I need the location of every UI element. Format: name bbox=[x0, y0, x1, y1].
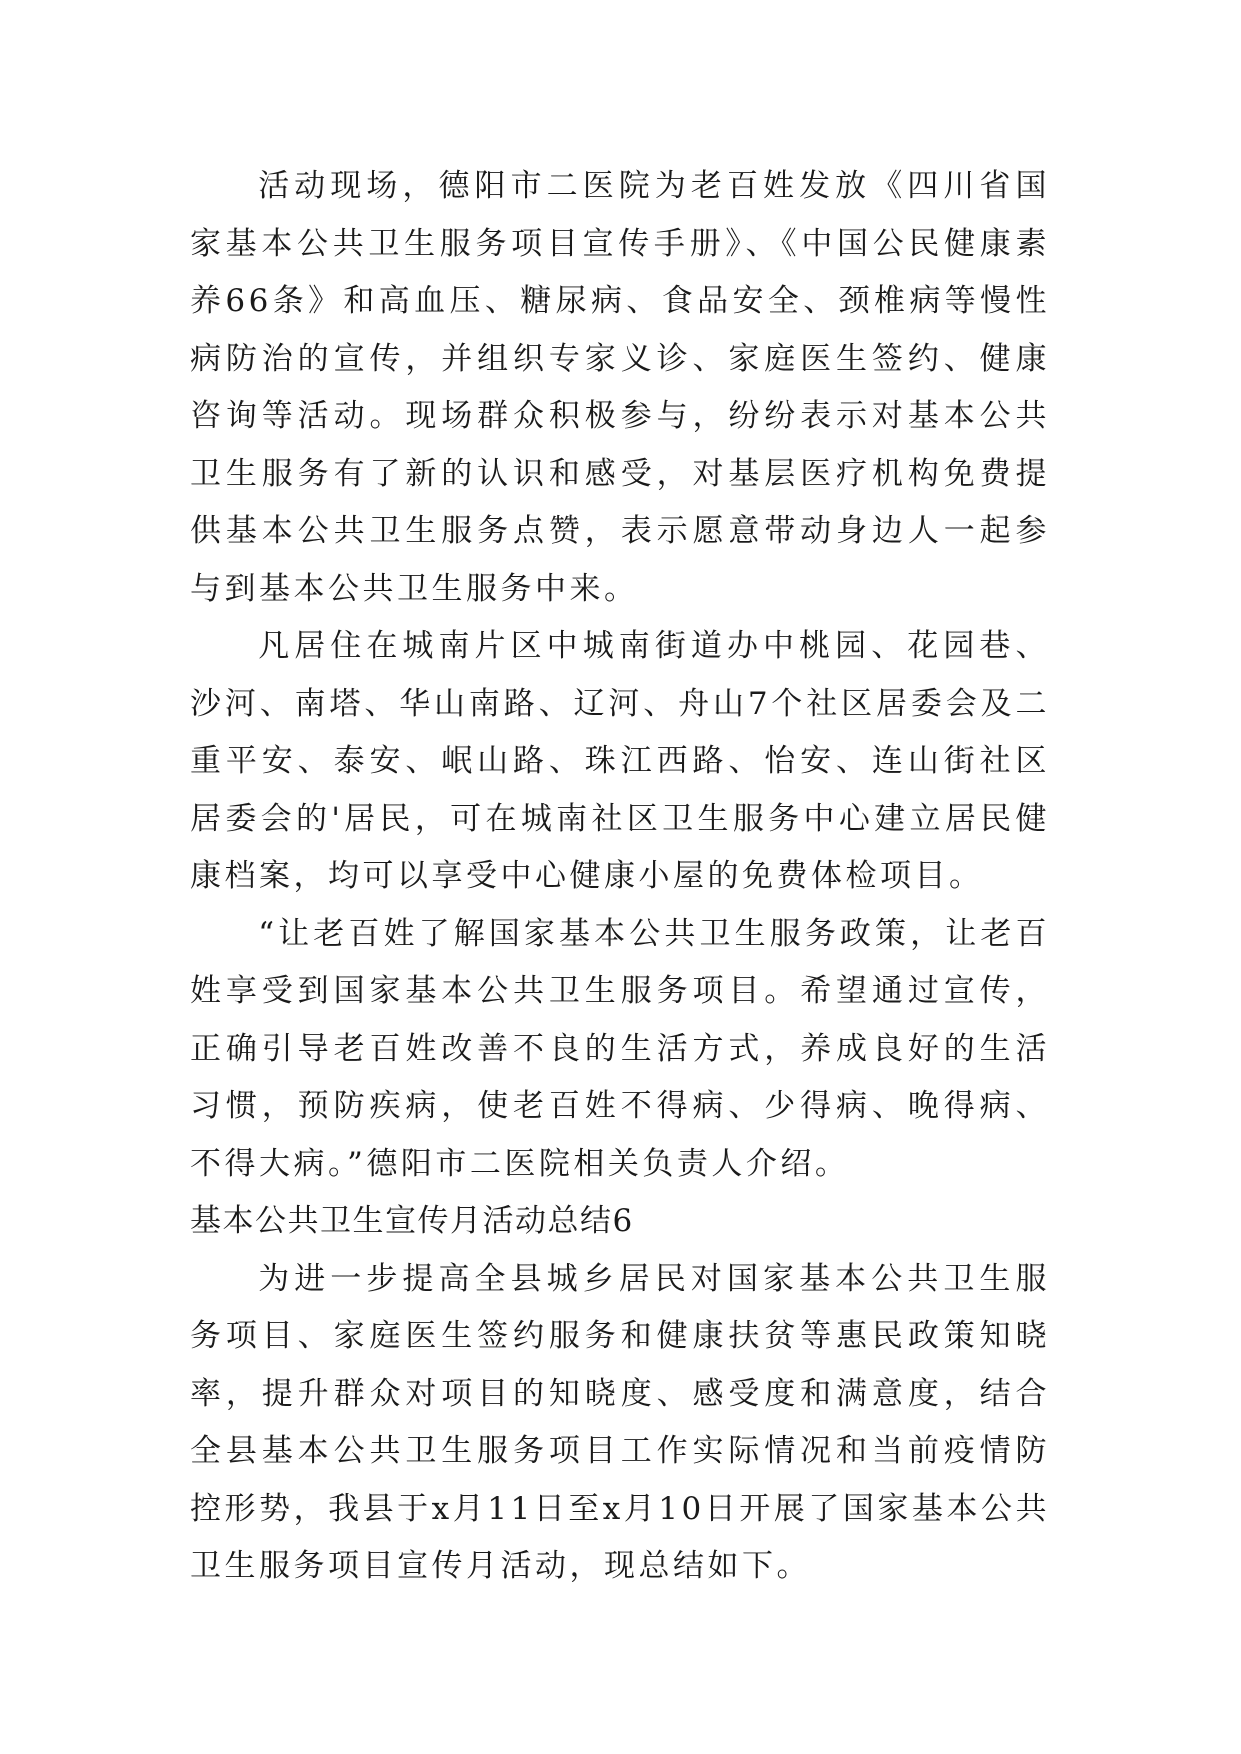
paragraph-activity-scene: 活动现场，德阳市二医院为老百姓发放《四川省国家基本公共卫生服务项目宣传手册》、《中国公民健康素养66条》和高血压、糖尿病、食品安全、颈椎病等慢性病防治的宣传，并组织专家义诊、家庭医生签约、健康咨询等活动。现场群众积极参与，纷纷表示对基本公共卫生服务有了新的认识和感受，对基层医疗机构免费提供基本公共卫生服务点赞，表示愿意带动身边人一起参与到基本公共卫生服务中来。 bbox=[190, 168, 1050, 607]
paragraph-section-intro: 为进一步提高全县城乡居民对国家基本公共卫生服务项目、家庭医生签约服务和健康扶贫等惠民政策知晓率，提升群众对项目的知晓度、感受度和满意度，结合全县基本公共卫生服务项目工作实际情况和当前疫情防控形势，我县于x月11日至x月10日开展了国家基本公共卫生服务项目宣传月活动，现总结如下。 bbox=[190, 1260, 1050, 1584]
paragraph-residents-eligibility: 凡居住在城南片区中城南街道办中桃园、花园巷、沙河、南塔、华山南路、辽河、舟山7个社区居委会及二重平安、泰安、岷山路、珠江西路、怡安、连山街社区居委会的'居民，可在城南社区卫生服务中心建立居民健康档案，均可以享受中心健康小屋的免费体检项目。 bbox=[190, 628, 1050, 894]
paragraph-hospital-quote: “让老百姓了解国家基本公共卫生服务政策，让老百姓享受到国家基本公共卫生服务项目。希望通过宣传，正确引导老百姓改善不良的生活方式，养成良好的生活习惯，预防疾病，使老百姓不得病、少得病、晚得病、不得大病。”德阳市二医院相关负责人介绍。 bbox=[190, 915, 1050, 1182]
section-heading: 基本公共卫生宣传月活动总结6 bbox=[190, 1203, 634, 1239]
document-body bbox=[190, 158, 1050, 1596]
